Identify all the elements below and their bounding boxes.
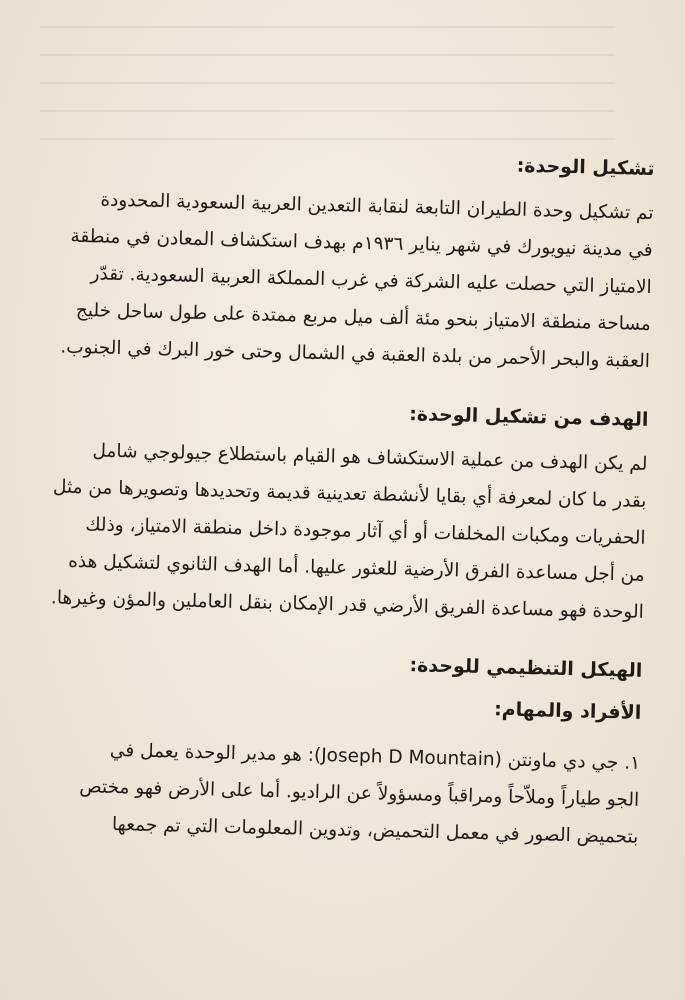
bleed-through-text [0,0,685,160]
page-content [18,138,655,880]
section-heading-unit-formation: تشكيل الوحدة: [516,154,655,181]
paragraph-unit-goal [24,431,647,631]
text-line: الوحدة فهو مساعدة الفريق الأرضي قدر الإمكان بنقل العاملين والمؤن وغيرها. [50,587,644,623]
text-line: الجو طياراً وملاّحاً ومراقباً ومسؤولاً عن الراديو. أما على الأرض فهو مختص [79,776,640,811]
text-line: الامتياز التي حصلت عليه الشركة في غرب المملكة العربية السعودية. تقدّر [90,263,652,298]
text-line: تم تشكيل وحدة الطيران التابعة لنقابة التعدين العربية السعودية المحدودة [100,189,654,225]
text-line: ١. جي دي ماونتن (Joseph D Mountain): هو مدير الوحدة يعمل في [109,739,641,774]
text-line: الحفريات ومكبات المخلفات أو أي آثار موجودة داخل منطقة الامتياز، وذلك [85,514,646,549]
text-line: من أجل مساعدة الفرق الأرضية للعثور عليها. أما الهدف الثانوي لتشكيل هذه [67,550,645,586]
text-line: بتحميض الصور في معمل التحميض، وتدوين المعلومات التي تم جمعها [111,813,639,848]
text-line: مساحة منطقة الامتياز بنحو مئة ألف ميل مربع ممتدة على طول ساحل خليج [75,299,652,335]
text-line: بقدر ما كان لمعرفة أي بقايا لأنشطة تعدينية قديمة وتحديدها وتصويرها من مثل [52,476,647,512]
subheading-personnel-tasks: الأفراد والمهام: [493,698,642,724]
paragraph-unit-formation [31,180,654,380]
paragraph-personnel [19,730,641,856]
text-line: لم يكن الهدف من عملية الاستكشاف هو القيام باستطلاع جيولوجي شامل [92,440,648,475]
section-heading-org-structure: الهيكل التنظيمي للوحدة: [409,654,643,682]
text-line: العقبة والبحر الأحمر من بلدة العقبة في الشمال وحتى خور البرك في الجنوب. [60,336,651,372]
section-heading-unit-goal: الهدف من تشكيل الوحدة: [409,403,649,431]
text-line: في مدينة نيويورك في شهر يناير ١٩٣٦م بهدف استكشاف المعادن في منطقة [70,225,653,261]
